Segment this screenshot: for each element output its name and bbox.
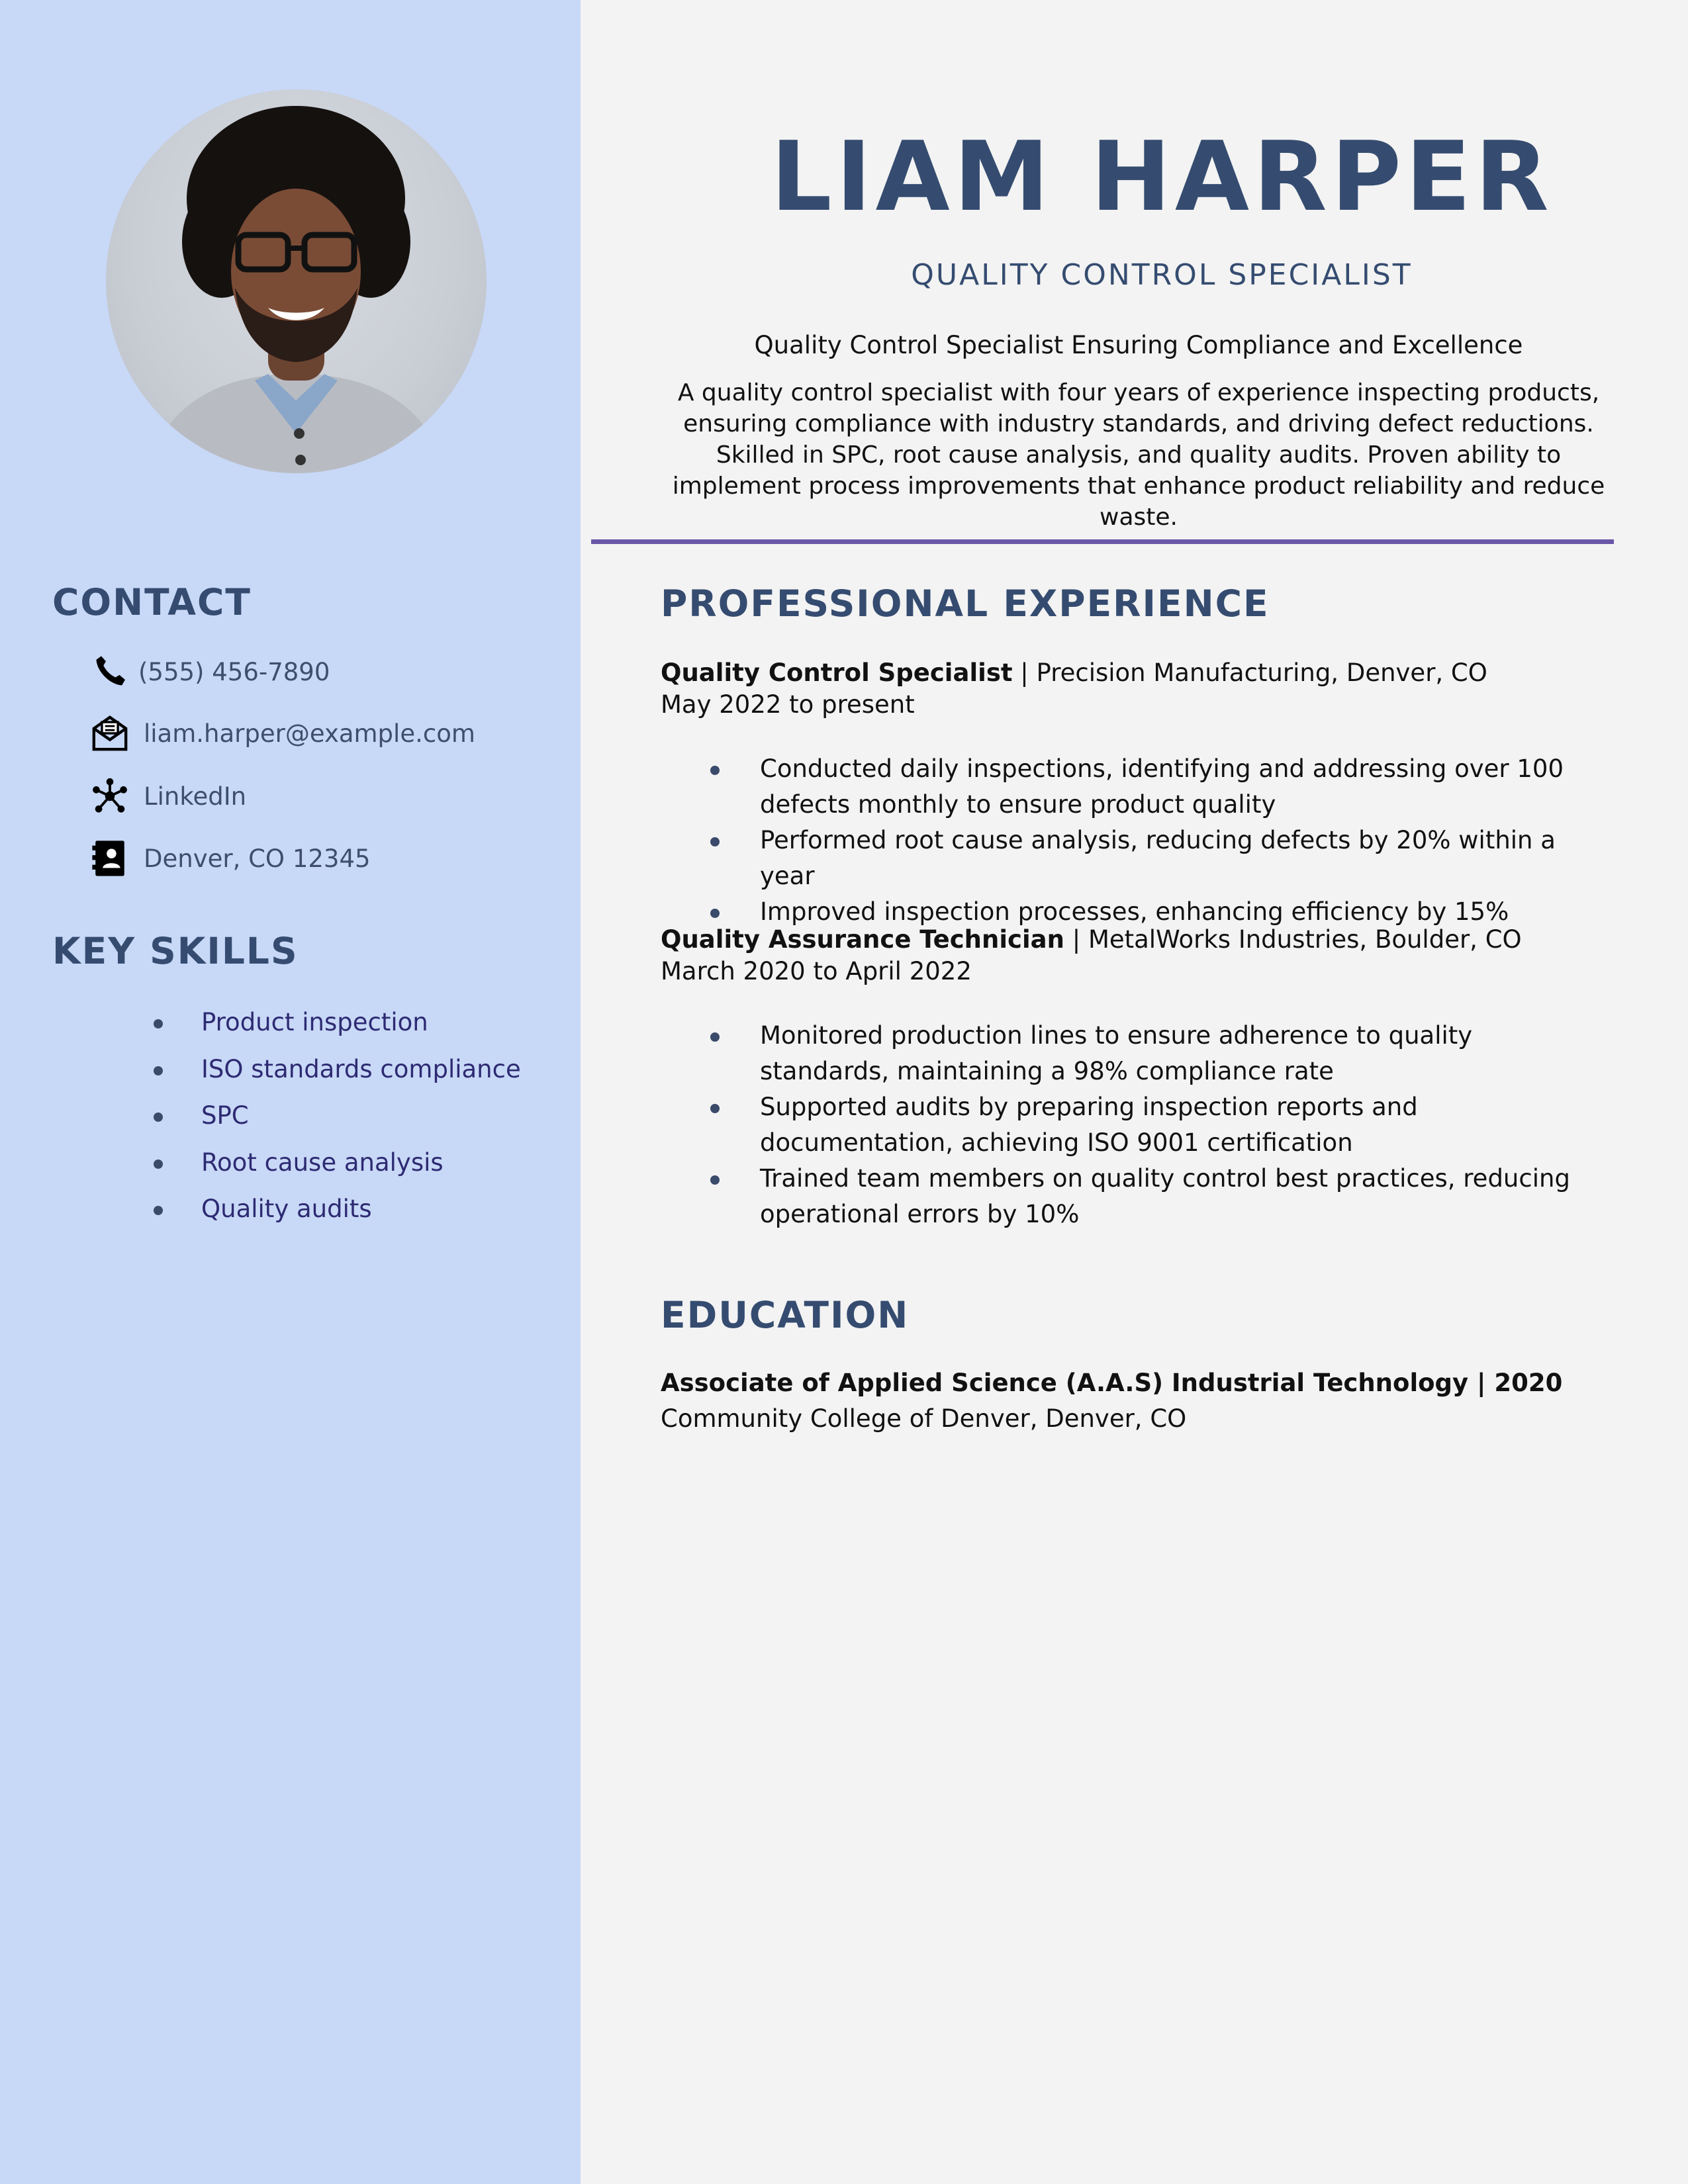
job-2-dates: March 2020 to April 2022 [661, 957, 972, 985]
sidebar [0, 0, 581, 2184]
job-1-dates: May 2022 to present [661, 690, 915, 719]
skills-heading: KEY SKILLS [52, 930, 299, 972]
envelope-icon [89, 713, 130, 754]
job-2-title: Quality Assurance Technician [661, 925, 1064, 954]
contact-linkedin-text: LinkedIn [144, 782, 247, 811]
contact-address[interactable] [89, 835, 371, 882]
job-bullet: Improved inspection processes, enhancing efficiency by 15% [661, 894, 1587, 930]
job-1-company: | Precision Manufacturing, Denver, CO [1012, 659, 1487, 687]
education-school: Community College of Denver, Denver, CO [661, 1404, 1187, 1433]
contact-phone[interactable] [89, 649, 330, 695]
contact-email[interactable] [89, 710, 475, 756]
skill-item: Quality audits [152, 1186, 521, 1233]
contact-linkedin[interactable] [89, 773, 246, 819]
address-book-icon [89, 838, 130, 879]
education-heading: EDUCATION [661, 1294, 910, 1336]
summary: A quality control specialist with four years of experience inspecting products, ensuring compliance with industry standards, and driving defect reductions. Skilled in SPC, root cause analysis, and quality audits. Proven ability to implement process improvements that enhance product reliability and reduce waste. [672, 379, 1605, 531]
skill-item: SPC [152, 1093, 521, 1140]
education-degree: Associate of Applied Science (A.A.S) Industrial Technology | 2020 [661, 1369, 1563, 1397]
job-1-header [661, 659, 1487, 687]
tagline: Quality Control Specialist Ensuring Compliance and Excellence [754, 331, 1523, 359]
network-icon [89, 776, 130, 817]
profile-photo-illustration [106, 89, 487, 473]
contact-address-text: Denver, CO 12345 [144, 844, 371, 873]
header-divider [591, 539, 1614, 544]
candidate-name: LIAM HARPER [771, 121, 1553, 233]
skill-item: Product inspection [152, 999, 521, 1046]
job-bullet: Supported audits by preparing inspection reports and documentation, achieving ISO 9001 certification [661, 1089, 1587, 1161]
job-bullet: Monitored production lines to ensure adherence to quality standards, maintaining a 98% compliance rate [661, 1018, 1587, 1089]
contact-heading: CONTACT [52, 581, 252, 623]
job-2-header [661, 925, 1522, 954]
job-bullet: Trained team members on quality control best practices, reducing operational errors by 10% [661, 1161, 1587, 1232]
job-1-title: Quality Control Specialist [661, 659, 1013, 687]
skills-list [152, 999, 521, 1233]
job-bullet: Conducted daily inspections, identifying and addressing over 100 defects monthly to ensure product quality [661, 751, 1587, 823]
contact-email-text: liam.harper@example.com [144, 719, 475, 748]
contact-phone-text: (555) 456-7890 [138, 657, 330, 686]
phone-icon [89, 651, 130, 692]
job-1-bullets [661, 751, 1587, 930]
job-bullet: Performed root cause analysis, reducing defects by 20% within a year [661, 823, 1587, 894]
candidate-title: QUALITY CONTROL SPECIALIST [911, 258, 1413, 292]
job-2-company: | MetalWorks Industries, Boulder, CO [1064, 925, 1522, 954]
job-2-bullets [661, 1018, 1587, 1232]
experience-heading: PROFESSIONAL EXPERIENCE [661, 582, 1270, 625]
skill-item: Root cause analysis [152, 1140, 521, 1187]
skill-item: ISO standards compliance [152, 1046, 521, 1093]
profile-photo [106, 89, 487, 473]
